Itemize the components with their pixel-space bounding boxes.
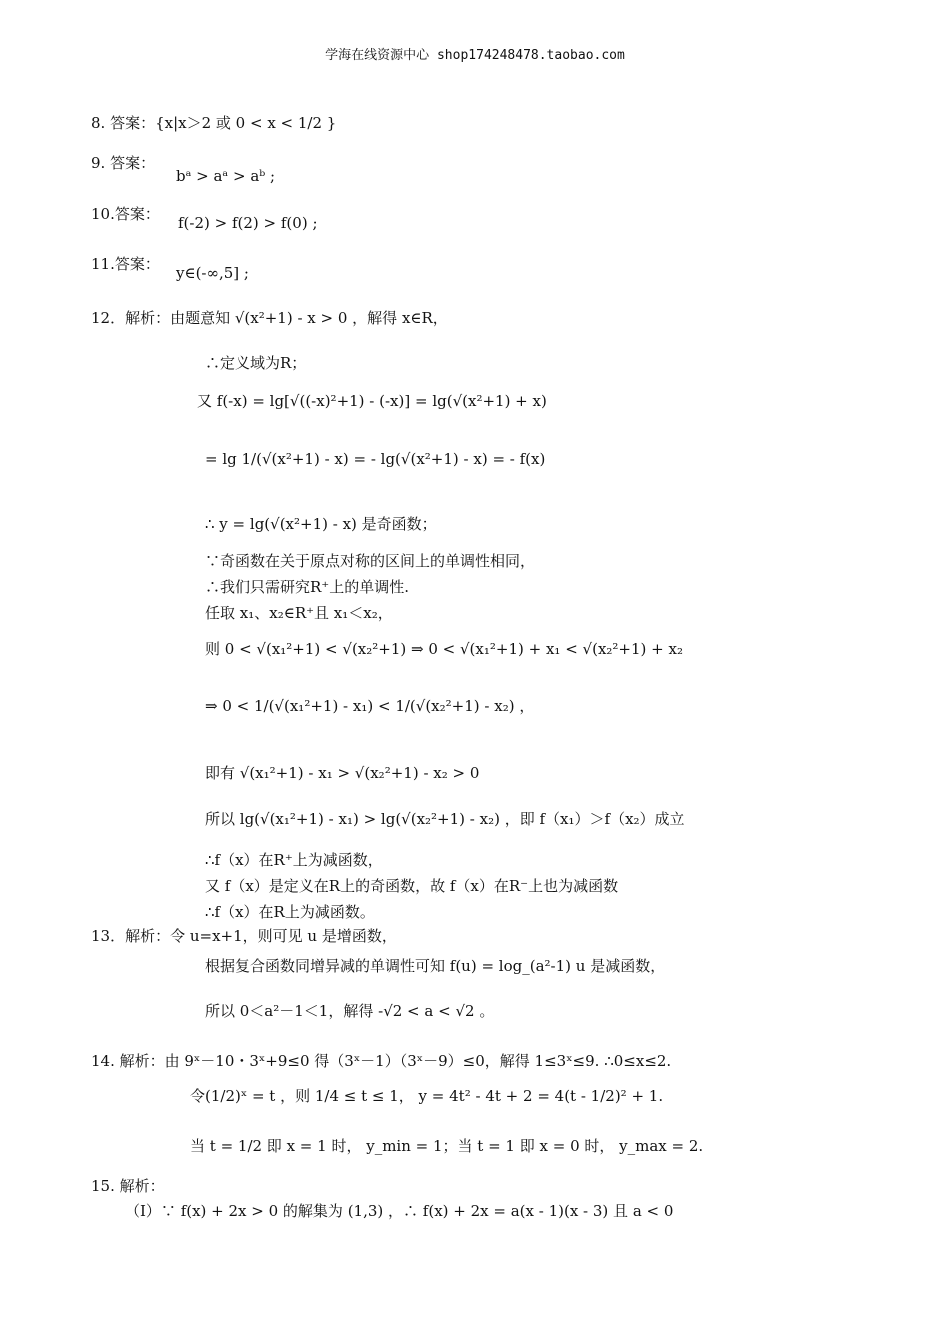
text-line-q13a: 根据复合函数同增异减的单调性可知 f(u) = log_(a²-1) u 是减函数， (205, 957, 666, 975)
text-line-q11m: y∈(-∞,5] ; (176, 264, 249, 282)
text-line-q13: 13．解析：令 u=x+1，则可见 u 是增函数， (91, 927, 397, 945)
page-header: 学海在线资源中心 shop174248478.taobao.com (325, 48, 625, 63)
text-line-q12l: ∴f（x）在R⁺上为减函数， (205, 851, 383, 869)
text-line-q12i: ⇒ 0 < 1/(√(x₁²+1) - x₁) < 1/(√(x₂²+1) - x₂) ， (205, 697, 535, 715)
text-line-q12g: 任取 x₁、x₂∈R⁺且 x₁＜x₂， (205, 604, 393, 622)
text-line-q12: 12．解析：由题意知 √(x²+1) - x > 0 ，解得 x∈R， (91, 309, 448, 327)
text-line-q12a: ∴定义域为R； (205, 354, 307, 372)
text-line-q14a: 令(1/2)ˣ = t ，则 1/4 ≤ t ≤ 1， y = 4t² - 4t + 2 = 4(t - 1/2)² + 1. (190, 1087, 664, 1105)
text-line-q12f: ∴我们只需研究R⁺上的单调性. (205, 578, 409, 596)
text-line-q9: 9. 答案： (91, 154, 156, 172)
text-line-q12c: = lg 1/(√(x²+1) - x) = - lg(√(x²+1) - x) = - f(x) (205, 450, 546, 468)
text-line-q12b: 又 f(-x) = lg[√((-x)²+1) - (-x)] = lg(√(x²+1) + x) (197, 392, 547, 410)
text-line-q14b: 当 t = 1/2 即 x = 1 时， y_min = 1；当 t = 1 即 x = 0 时， y_max = 2. (190, 1137, 704, 1155)
text-line-q13b: 所以 0＜a²－1＜1，解得 -√2 < a < √2 。 (205, 1002, 495, 1020)
text-line-q11: 11.答案： (91, 255, 160, 273)
text-line-q12e: ∵奇函数在关于原点对称的区间上的单调性相同， (205, 552, 536, 570)
text-line-q12h: 则 0 < √(x₁²+1) < √(x₂²+1) ⇒ 0 < √(x₁²+1) + x₁ < √(x₂²+1) + x₂ (205, 640, 683, 658)
text-line-q15a: （Ⅰ）∵ f(x) + 2x > 0 的解集为 (1,3) ，∴ f(x) + 2x = a(x - 1)(x - 3) 且 a < 0 (125, 1202, 674, 1220)
text-line-q8: 8. 答案：{x|x＞2 或 0 < x < 1/2 } (91, 114, 337, 132)
text-line-q14: 14. 解析：由 9ˣ－10・3ˣ+9≤0 得（3ˣ－1）（3ˣ－9）≤0，解得 1≤3ˣ≤9. ∴0≤x≤2. (91, 1052, 672, 1070)
text-line-q10m: f(-2) > f(2) > f(0) ; (178, 214, 318, 232)
text-line-q9m: bᵃ > aᵃ > aᵇ ; (176, 167, 276, 185)
text-line-q12m: 又 f（x）是定义在R上的奇函数，故 f（x）在R⁻上也为减函数 (205, 877, 619, 895)
text-line-q12j: 即有 √(x₁²+1) - x₁ > √(x₂²+1) - x₂ > 0 (205, 764, 480, 782)
text-line-q12k: 所以 lg(√(x₁²+1) - x₁) > lg(√(x₂²+1) - x₂) ，即 f（x₁）＞f（x₂）成立 (205, 810, 685, 828)
text-line-q12n: ∴f（x）在R上为减函数。 (205, 903, 375, 921)
text-line-q12d: ∴ y = lg(√(x²+1) - x) 是奇函数； (205, 515, 437, 533)
text-line-q15: 15. 解析： (91, 1177, 165, 1195)
text-line-q10: 10.答案： (91, 205, 160, 223)
